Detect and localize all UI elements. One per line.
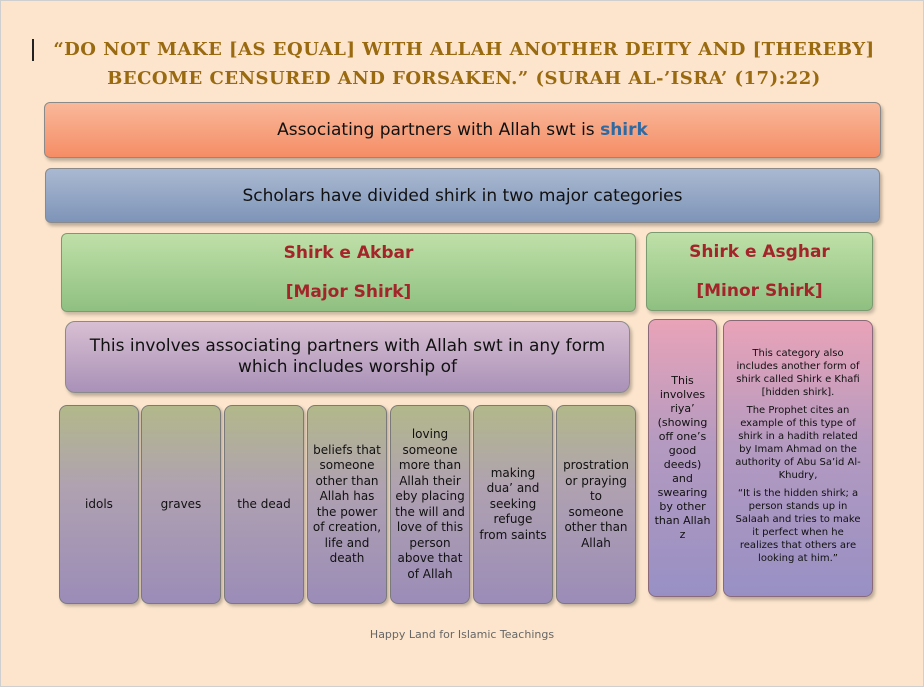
major-shirk-name: Shirk e Akbar xyxy=(283,243,414,264)
worship-item-the-dead: the dead xyxy=(224,405,304,604)
worship-item-idols: idols xyxy=(59,405,139,604)
major-shirk-sub: [Major Shirk] xyxy=(285,281,412,302)
khafi-paragraph: The Prophet cites an example of this type of shirk in a hadith related by Imam Ahmad on the authority of Abu Sa’id Al-Khudry, xyxy=(735,405,861,481)
worship-item-loving: loving someone more than Allah their eby placing the will and love of this person above that of Allah xyxy=(390,405,470,604)
minor-shirk-box xyxy=(646,232,873,311)
major-shirk-description: This involves associating partners with Allah swt in any form which includes worship of xyxy=(65,321,630,393)
worship-item-prostration: prostration or praying to someone other than Allah xyxy=(556,405,636,604)
footer-credit: Happy Land for Islamic Teachings xyxy=(369,628,555,641)
minor-shirk-riya-box: This involves riya’ (showing off one’s good deeds) and swearing by other than Allah z xyxy=(648,319,717,597)
khafi-paragraph: This category also includes another form of shirk called Shirk e Khafi [hidden shirk]. xyxy=(736,348,860,398)
khafi-hadith-quote: “It is the hidden shirk; a person stands up in Salaah and tries to make it perfect when he realizes that others are looking at him.” xyxy=(735,488,861,564)
minor-shirk-name: Shirk e Asghar xyxy=(689,242,830,263)
major-shirk-box xyxy=(61,233,636,312)
worship-item-graves: graves xyxy=(141,405,221,604)
shirk-definition-box xyxy=(44,102,881,158)
worship-item-beliefs: beliefs that someone other than Allah has the power of creation, life and death xyxy=(307,405,387,604)
shirk-definition-text: Associating partners with Allah swt is xyxy=(277,120,601,140)
minor-shirk-khafi-box xyxy=(723,320,873,597)
shirk-highlight: shirk xyxy=(600,120,648,140)
quran-verse-title: “DO NOT MAKE [AS EQUAL] WITH ALLAH ANOTHER DEITY AND [THEREBY] BECOME CENSURED AND FORSAKEN.” (SURAH AL-’ISRA’ (17):22) xyxy=(53,39,875,89)
categories-intro-box xyxy=(45,168,880,223)
minor-shirk-sub: [Minor Shirk] xyxy=(696,280,823,301)
worship-item-dua: making dua’ and seeking refuge from saints xyxy=(473,405,553,604)
categories-intro-text: Scholars have divided shirk in two major categories xyxy=(242,185,683,206)
